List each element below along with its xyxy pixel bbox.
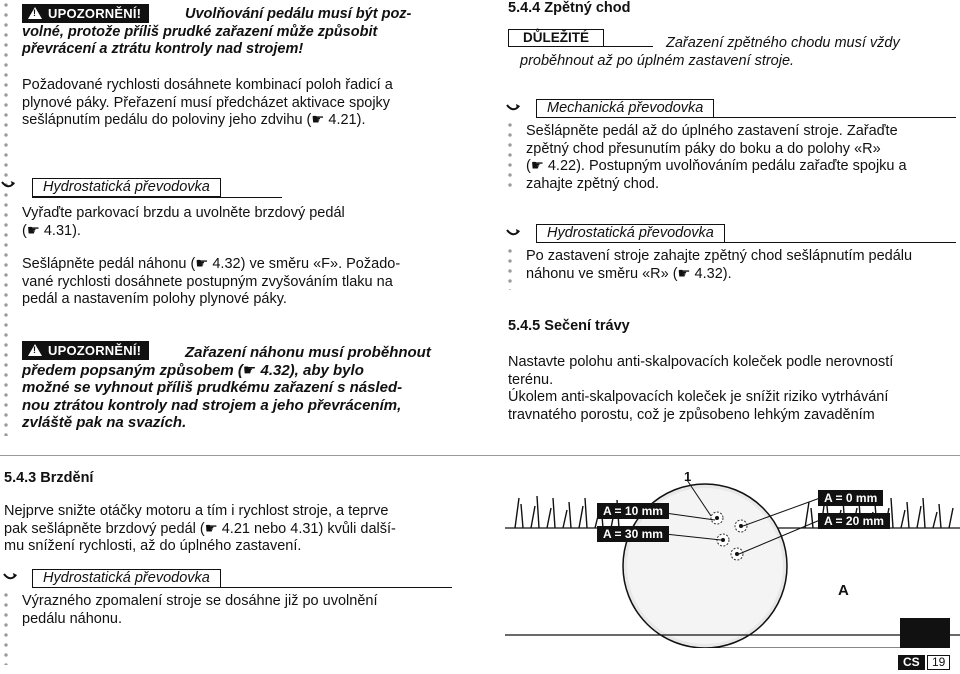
- warning-label: !UPOZORNĚNÍ!: [22, 4, 149, 23]
- margin-dots: [4, 590, 8, 665]
- underline-rule: [536, 242, 956, 243]
- warning-text-1: Uvolňování pedálu musí být poz- volné, protože příliš prudké zařazení může způsobit převrácení a ztrátu kontroly nad strojem!: [22, 6, 412, 57]
- margin-dots: [508, 246, 512, 290]
- hydro-text-2: Sešlápněte pedál náhonu (☛ 4.32) ve směru «F». Požado- vané rychlosti dosáhnete postupným zvyšováním tlaku na pedál a nastavením polohy plynové páky.: [22, 256, 401, 307]
- warning-label: !UPOZORNĚNÍ!: [22, 341, 149, 360]
- curved-arrow-icon: [0, 180, 16, 190]
- underline-rule: [32, 587, 452, 588]
- underline-rule: [536, 117, 956, 118]
- section-heading-mowing: 5.4.5 Sečení trávy: [508, 318, 630, 334]
- important-label: DŮLEŽITÉ: [508, 29, 604, 47]
- margin-dots: [508, 120, 512, 190]
- section-heading-reverse: 5.4.4 Zpětný chod: [508, 0, 631, 16]
- label-a-10: A = 10 mm: [597, 503, 669, 519]
- curved-arrow-icon: [505, 228, 521, 238]
- curved-arrow-icon: [505, 103, 521, 113]
- mowing-text: Nastavte polohu anti-skalpovacích koleček podle nerovností terénu. Úkolem anti-skalpovacích koleček je snížit riziko vytrhávání travnatého porostu, což je způsobeno lehkým zavaděním: [508, 354, 894, 423]
- hydro-label-right: Hydrostatická převodovka: [536, 224, 725, 243]
- label-a-20: A = 20 mm: [818, 513, 890, 529]
- warning-text-2: Zařazení náhonu musí proběhnout předem popsaným způsobem (☛ 4.32), aby bylo možné se vyhnout příliš prudkému zařazení s násled- nou ztrátou kontroly nad strojem a jeho převrácením, zvláště pak na svazích.: [22, 344, 431, 431]
- important-text: Zařazení zpětného chodu musí vždy proběhnout až po úplném zastavení stroje.: [520, 35, 900, 69]
- hydro-text-1: Vyřaďte parkovací brzdu a uvolněte brzdový pedál (☛ 4.31).: [22, 205, 345, 239]
- label-a-0: A = 0 mm: [818, 490, 883, 506]
- underline-rule: [32, 197, 282, 198]
- page-number: 19: [927, 655, 950, 670]
- dimension-label-a: A: [838, 582, 849, 599]
- margin-dots: [4, 0, 8, 436]
- hydro-label-1: Hydrostatická převodovka: [32, 178, 221, 197]
- hydro-text-bottom: Výrazného zpomalení stroje se dosáhne již po uvolnění pedálu náhonu.: [22, 593, 378, 627]
- wheel-illustration: [505, 468, 960, 648]
- mechanical-label: Mechanická převodovka: [536, 99, 714, 118]
- mechanical-text: Sešlápněte pedál až do úplného zastavení stroje. Zařaďte zpětný chod přesunutím páky do boku a do polohy «R» (☛ 4.22). Postupným uvolňováním pedálu zařaďte spojku a zahajte zpětný chod.: [526, 123, 907, 192]
- braking-text: Nejprve snižte otáčky motoru a tím i rychlost stroje, a teprve pak sešlápněte brzdový pedál (☛ 4.21 nebo 4.31) kvůli další- mu snížení rychlosti, až do úplného zastavení.: [4, 503, 396, 554]
- section-heading-braking: 5.4.3 Brzdění: [4, 470, 94, 486]
- language-badge: CS: [898, 655, 925, 670]
- divider: [0, 455, 960, 456]
- callout-number: 1: [684, 469, 692, 484]
- curved-arrow-icon: [2, 572, 18, 582]
- hydro-label-bottom: Hydrostatická převodovka: [32, 569, 221, 588]
- paragraph-gears: Požadované rychlosti dosáhnete kombinací poloh řadicí a plynové páky. Přeřazení musí předcházet aktivace spojky sešlápnutím pedálu do poloviny jeho zdvihu (☛ 4.21).: [22, 77, 393, 128]
- label-a-30: A = 30 mm: [597, 526, 669, 542]
- hydro-text-right: Po zastavení stroje zahajte zpětný chod sešlápnutím pedálu náhonu ve směru «R» (☛ 4.32).: [526, 248, 913, 282]
